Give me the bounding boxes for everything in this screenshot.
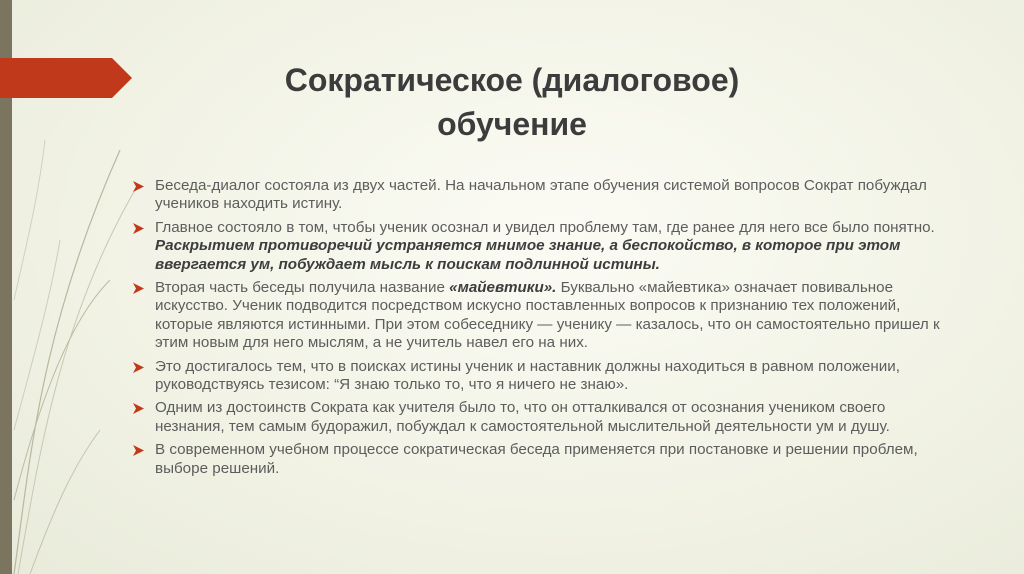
title-line-2: обучение (437, 106, 587, 142)
slide-title (232, 58, 792, 146)
bullet-text: Главное состояло в том, чтобы ученик осознал и увидел проблему там, где ранее для него все было понятно. (155, 218, 935, 236)
list-item (133, 279, 953, 353)
bullet-text: Одним из достоинств Сократа как учителя было то, что он отталкивался от осознания учеником своего незнания, тем самым будоражил, побуждал к самостоятельной мыслительной деятельности ум и душу. (155, 399, 890, 435)
arrow-bullet-icon (133, 283, 144, 294)
title-line-1: Сократическое (диалоговое) (284, 62, 740, 98)
arrow-bullet-icon (133, 445, 144, 456)
list-item (133, 219, 953, 274)
arrow-bullet-icon (133, 403, 144, 414)
arrow-bullet-icon (133, 362, 144, 373)
title-accent-tab (0, 58, 132, 98)
bullet-text: В современном учебном процессе сократическая беседа применяется при постановке и решении проблем, выборе решений. (155, 441, 918, 477)
bullet-bold-term: «майевтики». (449, 279, 557, 297)
list-item (133, 399, 953, 436)
bullet-text: Беседа-диалог состояла из двух частей. На начальном этапе обучения системой вопросов Сократ побуждал учеников находить истину. (155, 177, 927, 213)
list-item (133, 177, 953, 214)
bullet-bold-text: Раскрытием противоречий устраняется мнимое знание, а беспокойство, в которое при этом ввергается ум, побуждает мысль к поискам подлинной истины. (155, 237, 901, 273)
bullet-text: Это достигалось тем, что в поисках истины ученик и наставник должны находиться в равном положении, руководствуясь тезисом: “Я знаю только то, что я ничего не знаю». (155, 357, 900, 394)
bullet-text: Буквально «майевтика» означает повивальное искусство. Ученик подводится посредством искусно поставленных вопросов к признанию тех положений, которые являются истинными. При этом собеседнику — ученику — казалось, что он самостоятельно пришел к этим новым для него мыслям, а не учитель навел его на них. (155, 279, 940, 352)
bullet-text: Вторая часть беседы получила название (155, 279, 450, 297)
arrow-bullet-icon (133, 181, 144, 192)
bullet-list (133, 177, 953, 483)
list-item (133, 358, 953, 395)
arrow-bullet-icon (133, 223, 144, 234)
list-item (133, 441, 953, 478)
